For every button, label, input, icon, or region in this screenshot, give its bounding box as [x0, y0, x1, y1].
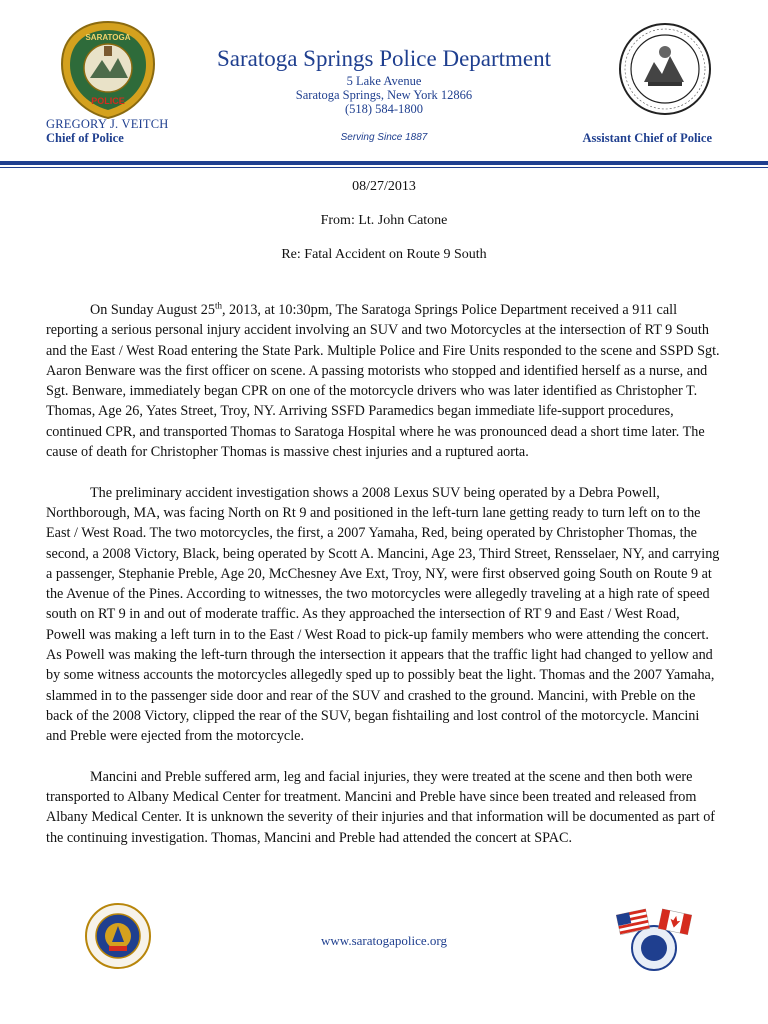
paragraph-1-rest: , 2013, at 10:30pm, The Saratoga Springs Police Department received a 911 call reporting a serious personal injury accident involving an SUV and two Motorcycles at the intersection of RT 9 South and the East / West Road entering the State Park. Multiple Police and Fire Units responded to the scene and SSPD Sgt. Aaron Benware was the first officer on scene. A passing motorists who stopped and identified herself as a nurse, and Sgt. Benware, immediately began CPR on one of the motorcycle drivers who was later identified as Christopher T. Thomas, Age 26, Yates Street, Troy, NY. Arriving SSFD Paramedics began immediate life-support procedures, continued CPR, and transported Thomas to Saratoga Hospital where he was pronounced dead a short time later. The cause of death for Christopher Thomas is massive chest injuries and a ruptured aorta. — [46, 302, 720, 461]
paragraph-1 — [46, 300, 722, 462]
address-line-2: Saratoga Springs, New York 12866 — [295, 88, 473, 102]
website-link[interactable]: www.saratogapolice.org — [321, 933, 447, 948]
svg-text:SARATOGA: SARATOGA — [85, 33, 131, 42]
memo-body — [46, 300, 722, 868]
svg-text:POLICE: POLICE — [91, 96, 125, 106]
paragraph-2: The preliminary accident investigation shows a 2008 Lexus SUV being operated by a Debra Powell, Northborough, MA, was facing North on Rt 9 and positioned in the left-turn lane getting ready to turn left on to the East / West Road. The two motorcycles, the first, a 2007 Yamaha, Red, being operated by Christopher Thomas, the second, a 2008 Victory, Black, being operated by Scott A. Mancini, Age 23, Third Street, Rensselaer, NY, and carrying a passenger, Stephanie Preble, Age 20, McChesney Ave Ext, Troy, NY, were first observed going South on Route 9 at the Avenue of the Pines. According to witnesses, the two motorcycles were allegedly traveling at a high rate of speed south on RT 9 in and out of moderate traffic. As they approached the intersection of RT 9 and East / West Road, Powell was making a left turn in to the East / West Road to pick-up family members who were attending the concert. As Powell was making the left-turn through the intersection it appears that the traffic light had changed to yellow and by some witness accounts the motorcycles allegedly sped up to possibly beat the light. Thomas and the 2007 Yamaha, slammed in to the passenger side door and rear of the SUV and crashed to the ground. Mancini, with Preble on the back of the 2008 Victory, clipped the rear of the SUV, began fishtailing and lost control of the motorcycle. Mancini and Preble were ejected from the motorcycle. — [46, 484, 720, 745]
us-canada-flags-emblem-icon — [614, 904, 694, 976]
chief-title: Chief of Police — [46, 131, 124, 145]
memo-from: From: Lt. John Catone — [320, 213, 448, 228]
phone-number: (518) 584-1800 — [344, 102, 424, 116]
paragraph-3: Mancini and Preble suffered arm, leg and facial injuries, they were treated at the scene and then both were transported to Albany Medical Center for treatment. Mancini and Preble have since been treated and released from Albany Medical Center. It is unknown the severity of their injuries and that information will be documented as part of the continuing investigation. Thomas, Mancini and Preble had attended the concert at SPAC. — [46, 768, 716, 846]
address-line-1: 5 Lake Avenue — [346, 74, 422, 88]
assistant-chief-title: Assistant Chief of Police — [582, 131, 712, 145]
chief-name: GREGORY J. VEITCH — [46, 117, 169, 131]
header-divider — [0, 161, 768, 165]
paragraph-1-start: On Sunday August 25 — [90, 302, 215, 318]
header-divider-thin — [0, 167, 768, 168]
department-title: Saratoga Springs Police Department — [216, 46, 552, 71]
memo-date: 08/27/2013 — [352, 179, 416, 194]
memo-subject: Re: Fatal Accident on Route 9 South — [281, 247, 487, 262]
serving-since: Serving Since 1887 — [340, 132, 428, 143]
ordinal-suffix: th — [214, 300, 222, 311]
